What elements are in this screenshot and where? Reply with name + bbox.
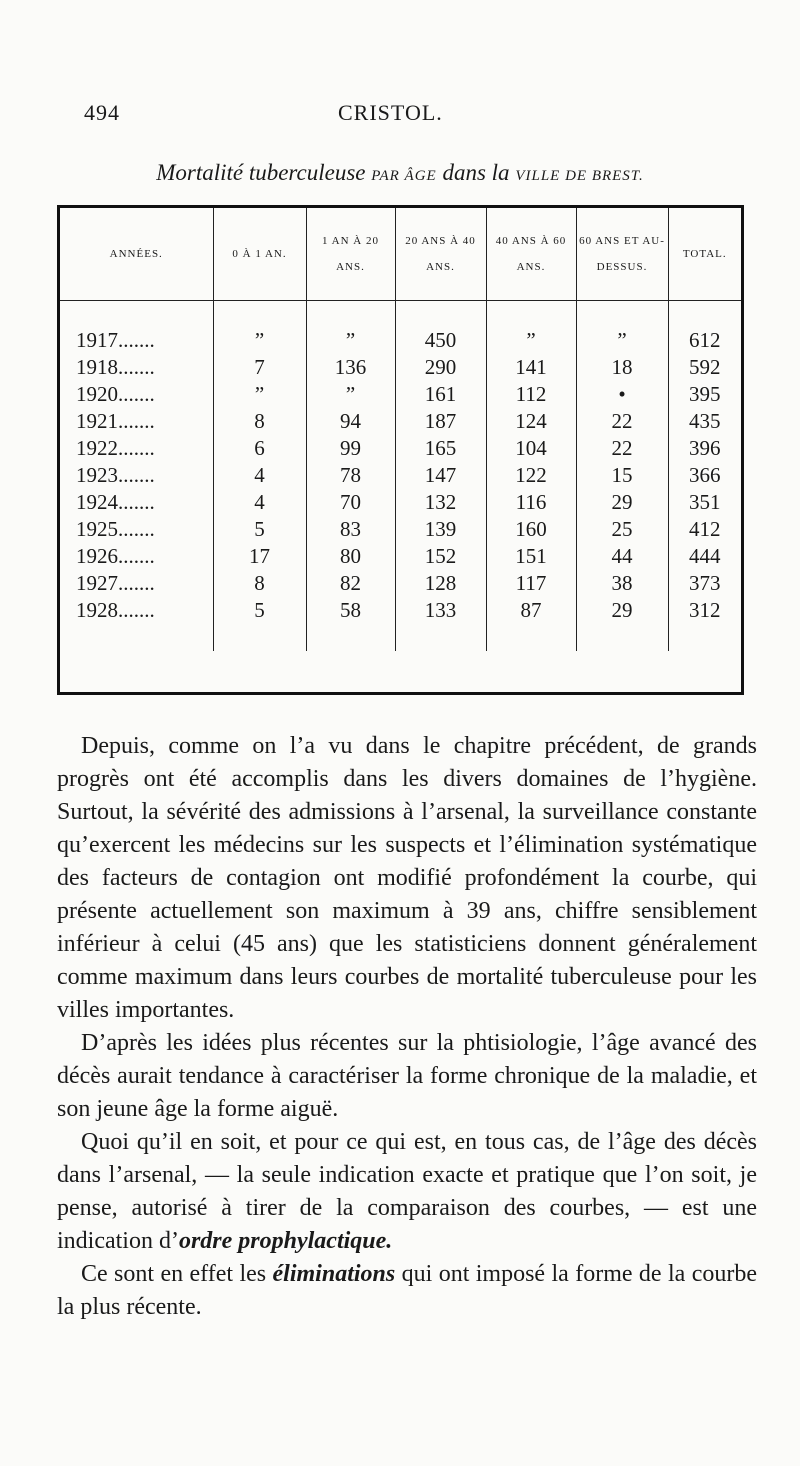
value-cell: 124	[486, 408, 576, 435]
value-cell: 104	[486, 435, 576, 462]
year-cell: 1920.......	[60, 381, 213, 408]
table-row	[60, 327, 741, 354]
value-cell: 5	[213, 516, 306, 543]
value-cell: 450	[395, 327, 486, 354]
value-cell: ”	[213, 327, 306, 354]
table-row	[60, 489, 741, 516]
caption-part: Mortalité tuberculeuse	[156, 160, 372, 185]
value-cell: 70	[306, 489, 395, 516]
year-cell: 1917.......	[60, 327, 213, 354]
value-cell: 395	[689, 382, 721, 406]
column-header: ANNÉES.	[60, 208, 213, 301]
value-cell: 5	[213, 597, 306, 624]
value-cell: 29	[576, 489, 668, 516]
value-cell: 612	[689, 328, 721, 352]
value-cell: 117	[486, 570, 576, 597]
value-cell: 99	[306, 435, 395, 462]
value-cell: ”	[576, 327, 668, 354]
value-cell: 6	[213, 435, 306, 462]
column-header: 0 À 1 AN.	[213, 208, 306, 301]
value-cell: 8	[213, 570, 306, 597]
value-cell: 122	[486, 462, 576, 489]
table-row	[60, 570, 741, 597]
value-cell: 412	[689, 517, 721, 541]
year-cell: 1922.......	[60, 435, 213, 462]
value-cell: 29	[576, 597, 668, 624]
value-cell: 8	[213, 408, 306, 435]
caption-part: dans la	[436, 160, 516, 185]
text-run: qui ont imposé la forme de la courbe la plus récente.	[57, 1261, 757, 1320]
text-run: Ce sont en effet les	[81, 1261, 273, 1287]
value-cell: 128	[395, 570, 486, 597]
table-row	[60, 543, 741, 570]
value-cell: 82	[306, 570, 395, 597]
value-cell: ”	[486, 327, 576, 354]
value-cell: 160	[486, 516, 576, 543]
table-header-row	[60, 208, 741, 301]
value-cell: 312	[689, 598, 721, 622]
column-header: 40 ANS À 60 ANS.	[486, 208, 576, 301]
value-cell: 94	[306, 408, 395, 435]
paragraph	[57, 1126, 757, 1258]
value-cell: 38	[576, 570, 668, 597]
value-cell: 136	[306, 354, 395, 381]
value-cell: 187	[395, 408, 486, 435]
table-row	[60, 516, 741, 543]
value-cell: 87	[486, 597, 576, 624]
value-cell: 141	[486, 354, 576, 381]
value-cell: 151	[486, 543, 576, 570]
value-cell: 132	[395, 489, 486, 516]
table-caption	[60, 160, 740, 186]
table-spacer	[60, 624, 741, 651]
body-text	[57, 730, 757, 1324]
value-cell: 58	[306, 597, 395, 624]
value-cell: 18	[576, 354, 668, 381]
value-cell: 78	[306, 462, 395, 489]
value-cell: 435	[689, 409, 721, 433]
value-cell: 290	[395, 354, 486, 381]
value-cell: 133	[395, 597, 486, 624]
value-cell: 366	[689, 463, 721, 487]
value-cell: ”	[306, 381, 395, 408]
year-cell: 1928.......	[60, 597, 213, 624]
column-header: 20 ANS À 40 ANS.	[395, 208, 486, 301]
value-cell: 4	[213, 489, 306, 516]
value-cell: 80	[306, 543, 395, 570]
text-run: Quoi qu’il en soit, et pour ce qui est, en tous cas, de l’âge des décès dans l’arsenal, — la seule indication exacte et pratique que l’on soit, je pense, autorisé à tirer de la comparaison des courbes, — est une indication d’	[57, 1129, 757, 1254]
value-cell: •	[576, 381, 668, 408]
value-cell: 22	[576, 408, 668, 435]
value-cell: 592	[689, 355, 721, 379]
year-cell: 1918.......	[60, 354, 213, 381]
value-cell: 112	[486, 381, 576, 408]
value-cell: ”	[306, 327, 395, 354]
value-cell: 22	[576, 435, 668, 462]
table-row	[60, 462, 741, 489]
value-cell: 17	[213, 543, 306, 570]
paragraph: D’après les idées plus récentes sur la phtisiologie, l’âge avancé des décès aurait tendance à caractériser la forme chronique de la maladie, et son jeune âge la forme aiguë.	[57, 1030, 757, 1122]
page-number: 494	[84, 100, 120, 125]
value-cell: 44	[576, 543, 668, 570]
caption-part: VILLE DE BREST.	[515, 168, 644, 184]
mortality-table	[57, 205, 744, 695]
emphasis: ordre prophylactique.	[178, 1228, 393, 1254]
value-cell: 25	[576, 516, 668, 543]
value-cell: 116	[486, 489, 576, 516]
column-header: 1 AN À 20 ANS.	[306, 208, 395, 301]
year-cell: 1921.......	[60, 408, 213, 435]
value-cell: 161	[395, 381, 486, 408]
running-head: CRISTOL.	[338, 100, 443, 125]
table-row	[60, 597, 741, 624]
value-cell: ”	[213, 381, 306, 408]
table-row	[60, 435, 741, 462]
table-row	[60, 408, 741, 435]
value-cell: 152	[395, 543, 486, 570]
table-row	[60, 354, 741, 381]
caption-part: PAR ÂGE	[371, 168, 437, 184]
value-cell: 7	[213, 354, 306, 381]
table-spacer	[60, 301, 741, 328]
emphasis: éliminations	[272, 1261, 396, 1287]
value-cell: 139	[395, 516, 486, 543]
value-cell: 396	[689, 436, 721, 460]
year-cell: 1927.......	[60, 570, 213, 597]
paragraph: Depuis, comme on l’a vu dans le chapitre précédent, de grands progrès ont été accomplis dans les divers domaines de l’hygiène. Surtout, la sévérité des admissions à l’arsenal, la surveillance constante qu’exercent les médecins sur les suspects et l’élimination systématique des facteurs de contagion ont modifié profondément la courbe, qui présente actuellement son maximum à 39 ans, chiffre sensiblement inférieur à celui (45 ans) que les statisticiens donnent généralement comme maximum dans leurs courbes de mortalité tuberculeuse pour les villes importantes.	[57, 733, 757, 1023]
column-header: 60 ANS ET AU-DESSUS.	[576, 208, 668, 301]
value-cell: 165	[395, 435, 486, 462]
value-cell: 373	[689, 571, 721, 595]
year-cell: 1923.......	[60, 462, 213, 489]
year-cell: 1926.......	[60, 543, 213, 570]
year-cell: 1925.......	[60, 516, 213, 543]
value-cell: 15	[576, 462, 668, 489]
paragraph	[57, 1258, 757, 1324]
value-cell: 4	[213, 462, 306, 489]
column-header: TOTAL.	[668, 208, 741, 301]
value-cell: 351	[689, 490, 721, 514]
year-cell: 1924.......	[60, 489, 213, 516]
value-cell: 83	[306, 516, 395, 543]
table-row	[60, 381, 741, 408]
value-cell: 444	[689, 544, 721, 568]
value-cell: 147	[395, 462, 486, 489]
